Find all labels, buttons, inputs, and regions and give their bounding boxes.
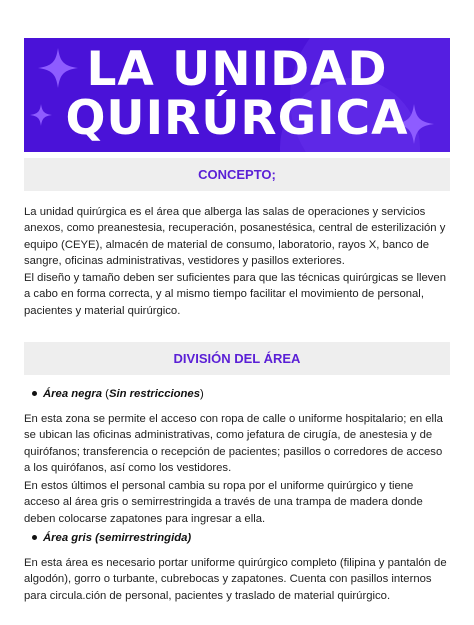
section-heading-concepto: CONCEPTO; xyxy=(24,158,450,191)
bullet-icon xyxy=(32,535,37,540)
concepto-paragraph-1: La unidad quirúrgica es el área que alberga las salas de operaciones y servicios anexos, como preanestesia, recuperación, posanestésica, central de esterilización y equipo (CEYE), almacén de material de consumo, laboratorio, rayos X, banco de sangre, oficinas administrativas, vestidores y pasillos exteriores. xyxy=(24,206,446,268)
list-item-area-gris xyxy=(32,530,191,546)
area-negra-paragraph-1: En esta zona se permite el acceso con ropa de calle o uniforme hospitalario; en ella se ubican las oficinas administrativas, como jefatura de cirugía, de anestesia y de quirófanos; transferencia o recepción de pacientes; pasillos o corredores de acceso a los quirófanos, así como los vestidores. xyxy=(24,413,443,475)
page-title-line1: LA UNIDAD xyxy=(86,42,388,97)
area-negra-title: Área negra xyxy=(43,388,103,400)
bullet-icon xyxy=(32,391,37,396)
area-negra-note: Sin restricciones xyxy=(108,388,200,400)
section-heading-division: DIVISIÓN DEL ÁREA xyxy=(24,342,450,375)
concepto-paragraph-2: El diseño y tamaño deben ser suficientes para que las técnicas quirúrgicas se lleven a cabo en forma correcta, y al mismo tiempo facilitar el movimiento de personal, pacientes y material quirúrgico. xyxy=(24,272,446,317)
list-item-area-negra: Área negra (Sin restricciones) xyxy=(32,386,204,402)
area-gris-paragraph-1: En esta área es necesario portar uniforme quirúrgico completo (filipina y pantalón de algodón), gorro o turbante, cubrebocas y zapatones. Cuenta con pasillos internos para circula.ción de personal, pacientes y traslado de material quirúrgico. xyxy=(24,557,447,602)
area-gris-title: Área gris (semirrestringida) xyxy=(43,532,192,544)
page-title-line2: QUIRÚRGICA xyxy=(65,91,409,146)
title-banner xyxy=(24,38,450,152)
area-negra-paragraph-2: En estos últimos el personal cambia su ropa por el uniforme quirúrgico y tiene acceso al área gris o semirrestringida a través de una trampa de madera donde deben colocarse zapatones para ingresar a ella. xyxy=(24,480,423,525)
